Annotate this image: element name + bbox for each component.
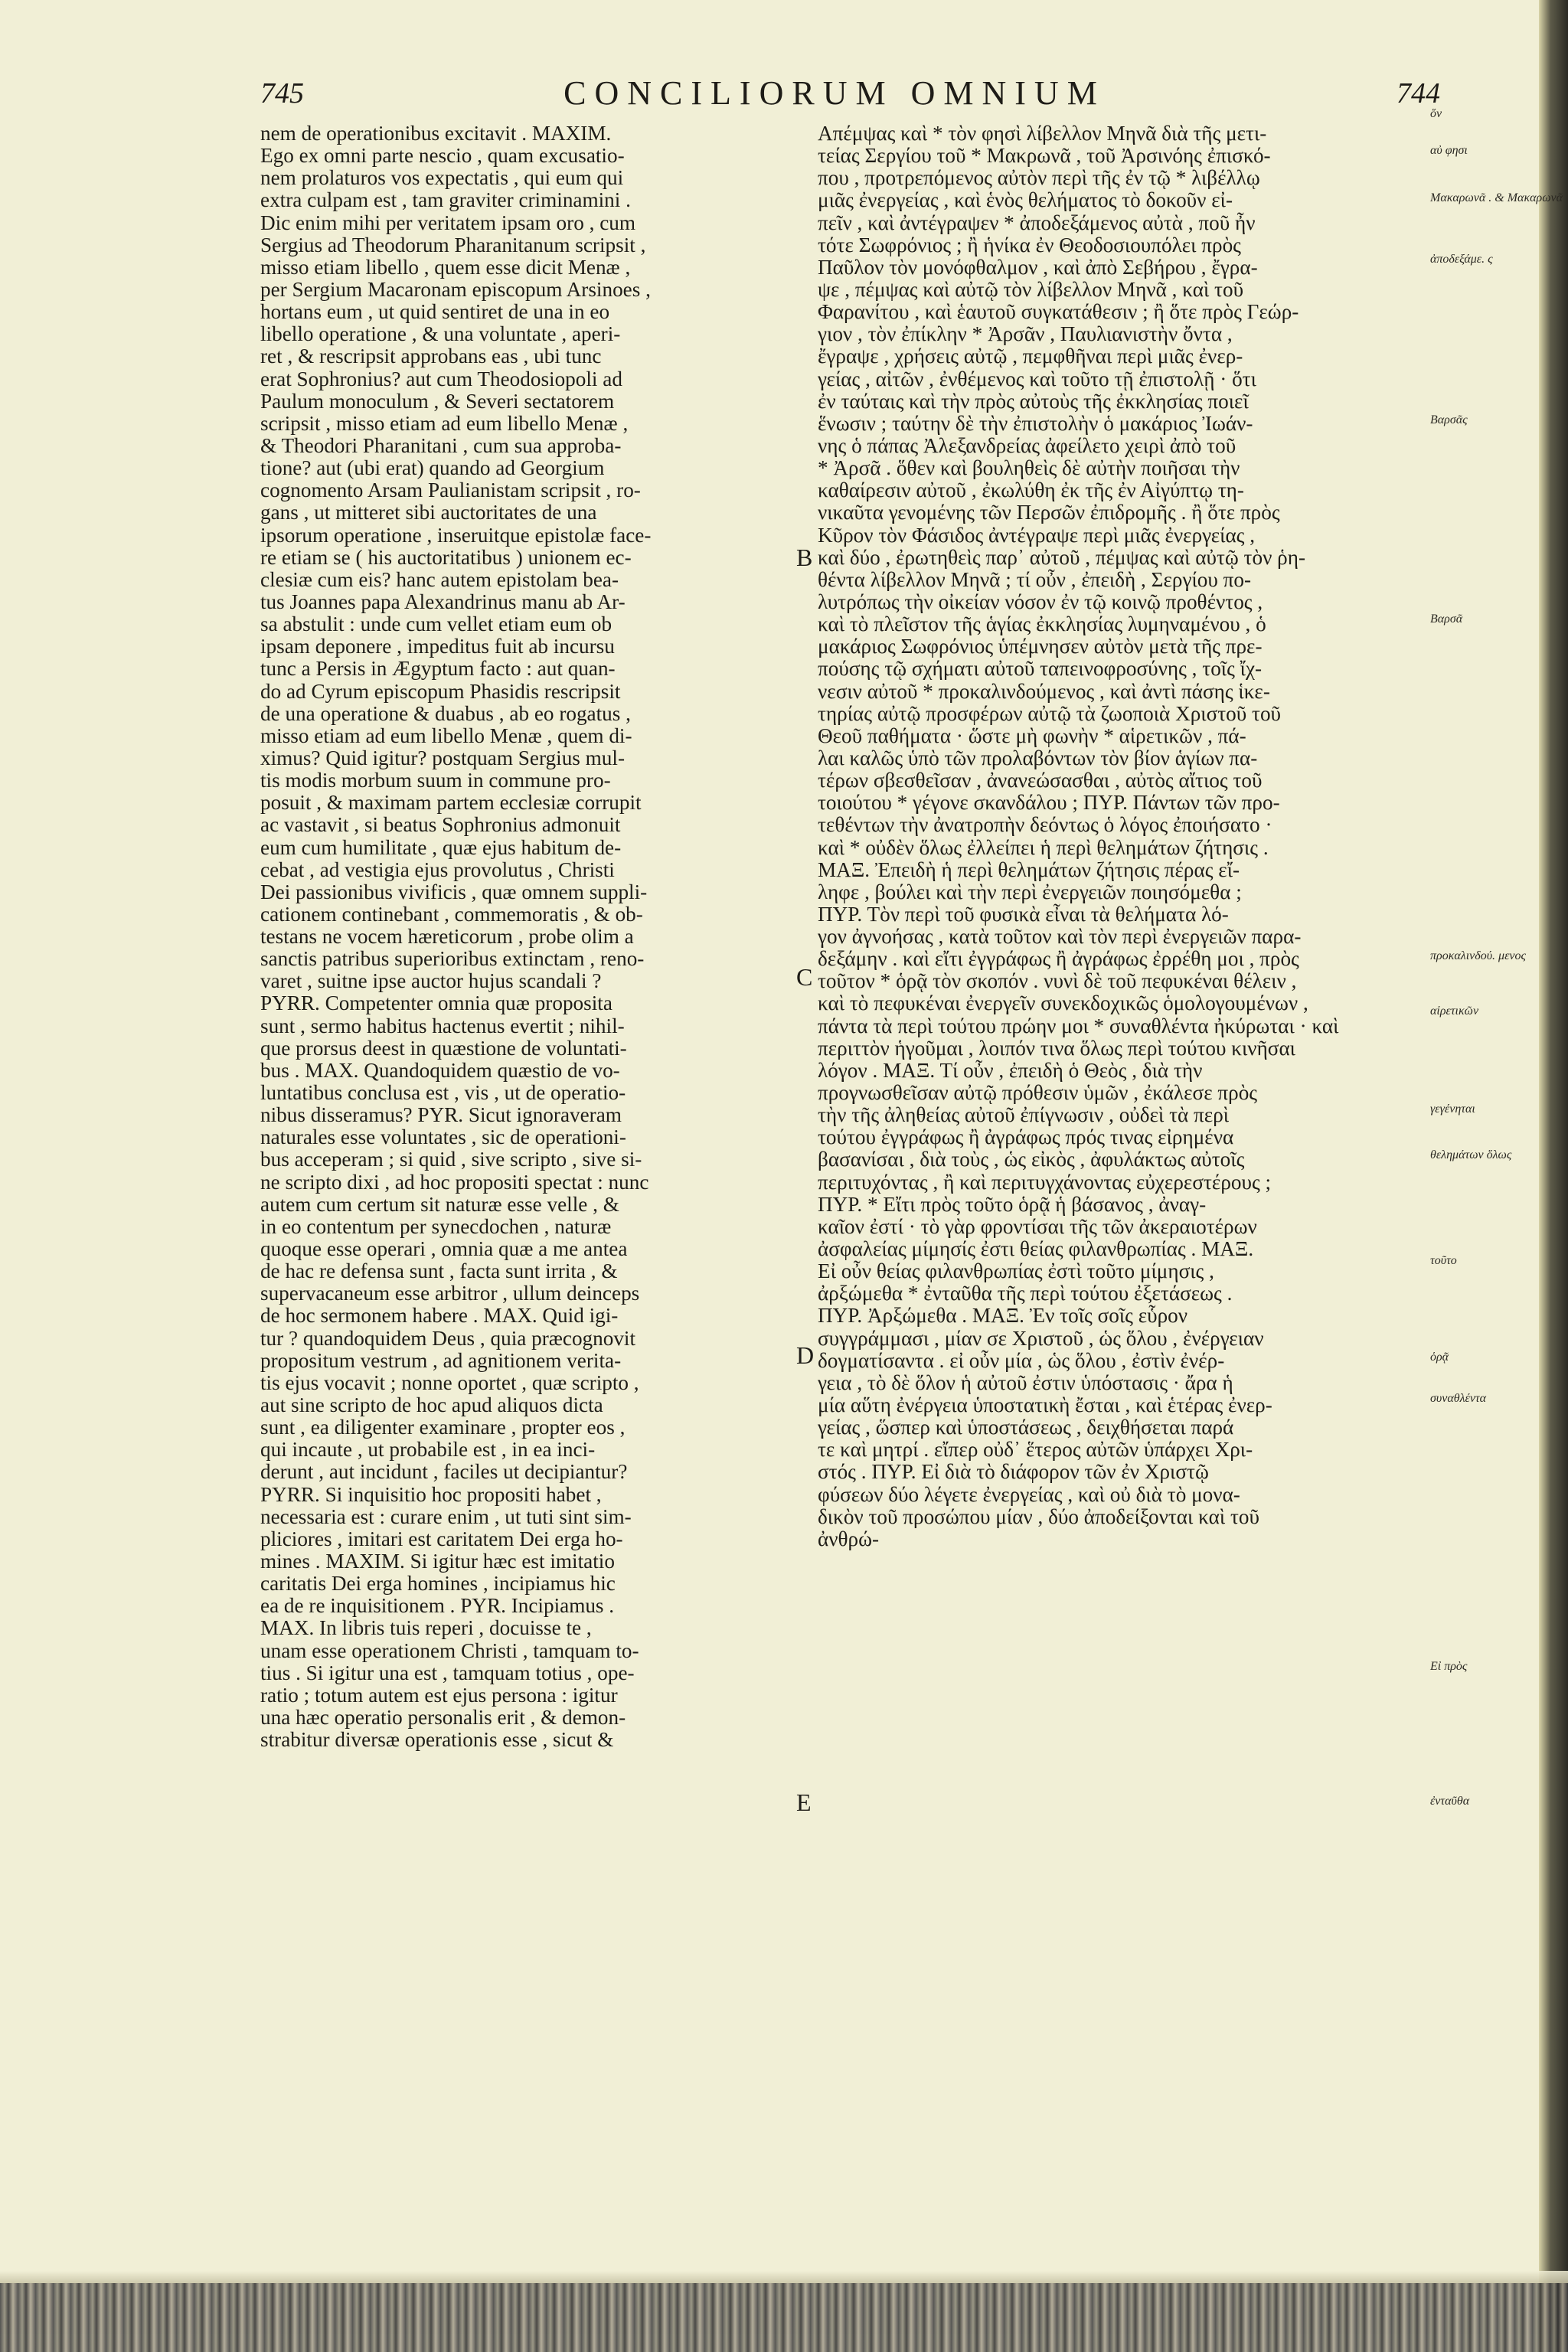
text-line: posuit , & maximam partem ecclesiæ corrupit [260, 791, 642, 815]
text-line: varet , suitne ipse auctor hujus scandali ? [260, 969, 602, 993]
text-line: nem prolaturos vos expectatis , qui eum qui [260, 166, 624, 190]
text-line: φύσεων δύο λέγετε ἐνεργείας , καὶ οὐ διὰ τὸ μονα- [818, 1482, 1240, 1506]
text-line: de una operatione & duabus , ab eo rogatus , [260, 701, 631, 725]
text-line: ΠΥΡ. Ἀρξώμεθα . ΜΑΞ. Ἐν τοῖς σοῖς εὗρον [818, 1304, 1188, 1328]
text-line: γείας , αἰτῶν , ἐνθέμενος καὶ τοῦτο τῇ ἐπιστολῇ · ὅτι [818, 367, 1256, 390]
margin-note: ὁρᾷ [1430, 1351, 1449, 1364]
text-line: λόγον . ΜΑΞ. Τί οὖν , ἐπειδὴ ὁ Θεὸς , διὰ τὴν [818, 1058, 1203, 1082]
text-line: ἀρξώμεθα * ἐνταῦθα τῆς περὶ τούτου ἐξετάσεως . [818, 1282, 1233, 1305]
text-line: λυτρόπως τὴν οἰκείαν νόσον ἐν τῷ κοινῷ προθέντος , [818, 590, 1263, 613]
margin-note: Μακαρωνᾶ . & Μακαρωνᾶ [1430, 191, 1563, 204]
text-line: πεῖν , καὶ ἀντέγραψεν * ἀποδεξάμενος αὐτὰ , ποῦ ἦν [818, 211, 1256, 234]
text-line: ψε , πέμψας καὶ αὐτῷ τὸν λίβελλον Μηνᾶ , καὶ τοῦ [818, 277, 1244, 301]
text-line: caritatis Dei erga homines , incipiamus hic [260, 1572, 616, 1596]
text-line: καὶ * οὐδὲν ὅλως ἐλλείπει ἡ περὶ θελημάτων ζήτησις . [818, 835, 1269, 859]
book-binding-edge [1539, 0, 1568, 2352]
text-line: συγγράμμασι , μίαν σε Χριστοῦ , ὡς ὅλου , ἐνέργειαν [818, 1326, 1264, 1350]
text-line: νης ὁ πάπας Ἀλεξανδρείας ἀφείλετο χειρὶ ἀπὸ τοῦ [818, 433, 1236, 457]
text-line: pliciores , imitari est caritatem Dei erga ho- [260, 1527, 623, 1550]
text-line: quoque esse operari , omnia quæ a me antea [260, 1237, 628, 1261]
column-marker-e: E [796, 1788, 812, 1816]
text-line: γον ἀγνοήσας , κατὰ τοῦτον καὶ τὸν περὶ ἐνεργειῶν παρα- [818, 925, 1302, 949]
text-line: βασανίσαι , διὰ τοὺς , ὡς εἰκὸς , ἀφυλάκτως αὐτοῖς [818, 1148, 1245, 1171]
text-line: strabitur diversæ operationis esse , sicut & [260, 1728, 614, 1752]
text-line: περιττὸν ἡγοῦμαι , λοιπόν τινα ὅλως περὶ τούτου κινῆσαι [818, 1036, 1295, 1060]
text-line: καὶ τὸ πλεῖστον τῆς ἁγίας ἐκκλησίας λυμηναμένου , ὁ [818, 612, 1266, 636]
text-line: nem de operationibus excitavit . MAXIM. [260, 122, 612, 145]
text-line: aut sine scripto de hoc apud aliquos dicta [260, 1393, 603, 1417]
text-line: τέρων σβεσθεῖσαν , ἀνανεώσασθαι , αὐτὸς αἴτιος τοῦ [818, 769, 1263, 792]
text-line: νεσιν αὐτοῦ * προκαλινδούμενος , καὶ ἀντὶ πάσης ἱκε- [818, 679, 1270, 703]
text-line: qui incaute , ut probabile est , in ea inci- [260, 1438, 596, 1462]
text-line: necessaria est : curare enim , ut tuti sint sim- [260, 1504, 632, 1528]
text-line: πάντα τὰ περὶ τούτου πρώην μοι * συναθλέντα ἠκύρωται · καὶ [818, 1014, 1339, 1037]
text-line: de hac re defensa sunt , facta sunt irrita , & [260, 1259, 618, 1283]
text-line: tione? aut (ubi erat) quando ad Georgium [260, 456, 605, 480]
text-line: cebat , ad vestigia ejus provolutus , Christi [260, 858, 615, 881]
text-line: Dic enim mihi per veritatem ipsam oro , cum [260, 211, 635, 234]
text-line: scripsit , misso etiam ad eum libello Menæ , [260, 411, 629, 435]
text-line: sunt , sermo habitus hactenus evertit ; nihil- [260, 1014, 625, 1037]
text-line: Paulum monoculum , & Severi sectatorem [260, 389, 615, 413]
text-line: τοῦτον * ὁρᾷ τὸν σκοπόν . νυνὶ δὲ τοῦ πεφυκέναι θέλειν , [818, 969, 1297, 993]
text-line: tunc a Persis in Ægyptum facto : aut quan- [260, 657, 616, 681]
text-line: sa abstulit : unde cum vellet etiam eum ob [260, 612, 612, 636]
text-line: eum cum humilitate , quæ ejus habitum de- [260, 835, 622, 859]
text-line: unam esse operationem Christi , tamquam to- [260, 1638, 639, 1662]
text-line: που , προτρεπόμενος αὐτὸν περὶ τῆς ἐν τῷ * λιβέλλῳ [818, 166, 1260, 190]
text-line: ximus? Quid igitur? postquam Sergius mul- [260, 746, 626, 769]
text-line: τείας Σεργίου τοῦ * Μακρωνᾶ , τοῦ Ἀρσινόης ἐπισκό- [818, 144, 1271, 168]
text-line: ratio ; totum autem est ejus persona : igitur [260, 1683, 618, 1707]
text-line: tis modis morbum suum in commune pro- [260, 769, 611, 792]
text-line: καὶ δύο , ἐρωτηθεὶς παρ᾽ αὐτοῦ , πέμψας καὶ αὐτῷ τὸν ῥη- [818, 545, 1306, 569]
text-line: Παῦλον τὸν μονόφθαλμον , καὶ ἀπὸ Σεβήρου , ἔγρα- [818, 255, 1258, 279]
greek-column [818, 122, 1430, 1550]
text-line: libello operatione , & una voluntate , aperi- [260, 322, 621, 346]
text-line: τε καὶ μητρί . εἴπερ οὐδ᾽ ἕτερος αὐτῶν ὑπάρχει Χρι- [818, 1438, 1253, 1462]
margin-note: αἱρετικῶν [1430, 1004, 1479, 1018]
text-line: νικαῦτα γενομένης τῶν Περσῶν ἐπιδρομῆς . ἢ ὅτε πρὸς [818, 501, 1280, 524]
text-line: testans ne vocem hæreticorum , probe olim a [260, 925, 634, 949]
text-line: Φαρανίτου , καὶ ἑαυτοῦ συγκατάθεσιν ; ἢ ὅτε πρὸς Γεώρ- [818, 300, 1299, 324]
margin-note: Βαρσᾶ [1430, 612, 1463, 626]
text-line: clesiæ cum eis? hanc autem epistolam bea- [260, 567, 619, 591]
text-line: θέντα λίβελλον Μηνᾶ ; τί οὖν , ἐπειδὴ , Σεργίου πο- [818, 567, 1251, 591]
text-line: bus acceperam ; si quid , sive scripto , sive si- [260, 1148, 642, 1171]
text-line: στός . ΠΥΡ. Εἰ διὰ τὸ διάφορον τῶν ἐν Χριστῷ [818, 1460, 1209, 1484]
margin-note: γεγένηται [1430, 1102, 1475, 1116]
text-line: ἀσφαλείας μίμησίς ἐστι θείας φιλανθρωπίας . ΜΑΞ. [818, 1237, 1254, 1261]
text-line: ἐν ταύταις καὶ τὴν πρὸς αὐτοὺς τῆς ἐκκλησίας ποιεῖ [818, 389, 1249, 413]
text-line: μιᾶς ἐνεργείας , καὶ ἑνὸς θελήματος τὸ δοκοῦν εἰ- [818, 188, 1233, 212]
text-line: Εἰ οὖν θείας φιλανθρωπίας ἐστὶ τοῦτο μίμησις , [818, 1259, 1214, 1283]
text-line: re etiam se ( his auctoritatibus ) unionem ec- [260, 545, 632, 569]
text-line: γείας , ὥσπερ καὶ ὑποστάσεως , δειχθήσεται παρά [818, 1416, 1234, 1439]
text-line: μακάριος Σωφρόνιος ὑπέμνησεν αὐτὸν μετὰ τῆς πρε- [818, 635, 1263, 658]
margin-note: προκαλινδού. μενος [1430, 949, 1526, 962]
text-line: hortans eum , ut quid sentiret de una in eo [260, 300, 610, 324]
margin-note: ὅν [1430, 107, 1442, 120]
page-number-left: 745 [260, 77, 304, 109]
text-line: supervacaneum esse arbitror , ullum deinceps [260, 1282, 640, 1305]
text-line: do ad Cyrum episcopum Phasidis rescripsit [260, 679, 621, 703]
text-line: cognomento Arsam Paulianistam scripsit , ro- [260, 479, 641, 502]
page-number-right: 744 [1396, 77, 1440, 109]
text-line: περιτυχόντας , ἢ καὶ περιτυγχάνοντας εὐχερεστέρους ; [818, 1170, 1272, 1194]
margin-note: ἀποδεξάμε. ς [1430, 253, 1493, 266]
text-line: de hoc sermonem habere . MAX. Quid igi- [260, 1304, 619, 1328]
margin-note: αὐ φησι [1430, 144, 1468, 157]
text-line: in eo contentum per synecdochen , naturæ [260, 1214, 612, 1238]
latin-column [260, 122, 789, 1751]
text-line: ipsorum operatione , inseruitque epistolæ face- [260, 523, 652, 547]
text-line: & Theodori Pharanitani , cum sua approba- [260, 433, 622, 457]
text-line: δογματίσαντα . εἰ οὖν μία , ὡς ὅλου , ἐστὶν ἐνέρ- [818, 1348, 1225, 1372]
text-line: δικὸν τοῦ προσώπου μίαν , δύο ἀποδείξονται καὶ τοῦ [818, 1504, 1259, 1528]
text-line: καθαίρεσιν αὐτοῦ , ἐκωλύθη ἐκ τῆς ἐν Αἰγύπτῳ τη- [818, 479, 1244, 502]
margin-note: ἐνταῦθα [1430, 1795, 1470, 1808]
text-line: ληφε , βούλει καὶ τὴν περὶ ἐνεργειῶν ποιησόμεθα ; [818, 880, 1242, 903]
column-marker-d: D [796, 1341, 815, 1369]
text-line: * Ἀρσᾶ . ὅθεν καὶ βουληθεὶς δὲ αὐτὴν ποιῆσαι τὴν [818, 456, 1240, 480]
text-line: ΠΥΡ. Τὸν περὶ τοῦ φυσικὰ εἶναι τὰ θελήματα λό- [818, 902, 1229, 926]
text-line: Sergius ad Theodorum Pharanitanum scripsit , [260, 233, 646, 256]
text-line: erat Sophronius? aut cum Theodosiopoli ad [260, 367, 622, 390]
text-line: tur ? quandoquidem Deus , quia præcognovit [260, 1326, 636, 1350]
column-marker-c: C [796, 963, 813, 991]
text-line: ret , & rescripsit approbans eas , ubi tunc [260, 345, 602, 368]
text-line: Ego ex omni parte nescio , quam excusatio- [260, 144, 625, 168]
text-line: ἔγραψε , χρήσεις αὐτῷ , πεμφθῆναι περὶ μιᾶς ἐνερ- [818, 345, 1243, 368]
text-line: sanctis patribus superioribus extinctam , reno- [260, 947, 645, 971]
text-line: τότε Σωφρόνιος ; ἢ ἡνίκα ἐν Θεοδοσιουπόλει πρὸς [818, 233, 1241, 256]
text-line: Απέμψας καὶ * τὸν φησὶ λίβελλον Μηνᾶ διὰ τῆς μετι- [818, 122, 1267, 145]
text-line: Dei passionibus vivificis , quæ omnem suppli- [260, 880, 648, 903]
text-line: nibus disseramus? PYR. Sicut ignoraveram [260, 1103, 622, 1127]
margin-note: θελημάτων ὅλως [1430, 1148, 1512, 1161]
text-line: τούτου ἐγγράφως ἢ ἀγράφως πρός τινας εἰρημένα [818, 1125, 1234, 1149]
page-bottom-edge [0, 2283, 1568, 2352]
text-line: naturales esse voluntates , sic de operationi- [260, 1125, 626, 1149]
text-line: ea de re inquisitionem . PYR. Incipiamus . [260, 1594, 615, 1618]
text-line: τηρίας αὐτῷ προσφέρων αὐτῷ τὰ ζωοποιὰ Χριστοῦ τοῦ [818, 701, 1282, 725]
text-line: μία αὕτη ἐνέργεια ὑποστατικὴ ἔσται , καὶ ἑτέρας ἐνερ- [818, 1393, 1272, 1417]
text-line: per Sergium Macaronam episcopum Arsinoes , [260, 277, 651, 301]
text-line: tis ejus vocavit ; nonne oportet , quæ scripto , [260, 1370, 639, 1394]
text-line: propositum vestrum , ad agnitionem verita- [260, 1348, 622, 1372]
text-line: τοιούτου * γέγονε σκανδάλου ; ΠΥΡ. Πάντων τῶν προ- [818, 791, 1280, 815]
text-line: γιον , τὸν ἐπίκλην * Ἀρσᾶν , Παυλιανιστὴν ὄντα , [818, 322, 1233, 346]
text-line: mines . MAXIM. Si igitur hæc est imitatio [260, 1550, 615, 1573]
text-line: bus . MAX. Quandoquidem quæstio de vo- [260, 1058, 620, 1082]
column-marker-b: B [796, 544, 813, 571]
text-line: ac vastavit , si beatus Sophronius admonuit [260, 813, 621, 837]
text-line: τεθέντων τὴν ἀνατροπὴν δεόντως ὁ λόγος ἐποιήσατο · [818, 813, 1272, 837]
margin-note: συναθλέντα [1430, 1392, 1487, 1405]
text-line: misso etiam ad eum libello Menæ , quem di- [260, 724, 632, 747]
running-header [260, 70, 1470, 124]
text-line: δεξάμην . καὶ εἴτι ἐγγράφως ἢ ἀγράφως ἐρρέθη μοι , πρὸς [818, 947, 1299, 971]
text-line: ἀνθρώ- [818, 1527, 880, 1550]
text-line: Θεοῦ παθήματα · ὥστε μὴ φωνὴν * αἱρετικῶν , πά- [818, 724, 1246, 747]
text-line: una hæc operatio personalis erit , & demon- [260, 1705, 626, 1729]
text-line: luntatibus conclusa est , vis , ut de operatio- [260, 1081, 626, 1105]
text-line: PYRR. Competenter omnia quæ proposita [260, 991, 612, 1015]
text-line: tius . Si igitur una est , tamquam totius , ope- [260, 1661, 635, 1684]
text-line: ΠΥΡ. * Εἴτι πρὸς τοῦτο ὁρᾷ ἡ βάσανος , ἀναγ- [818, 1192, 1207, 1216]
text-line: ἕνωσιν ; ταύτην δὲ τὴν ἐπιστολὴν ὁ μακάριος Ἰωάν- [818, 411, 1253, 435]
text-line: Κῦρον τὸν Φάσιδος ἀντέγραψε περὶ μιᾶς ἐνεργείας , [818, 523, 1256, 547]
text-line: πούσης τῷ σχήματι αὐτοῦ ταπεινοφροσύνης , τοῖς ἴχ- [818, 657, 1263, 681]
text-line: καῖον ἐστί · τὸ γὰρ φροντίσαι τῆς τῶν ἀκεραιοτέρων [818, 1214, 1257, 1238]
text-line: MAX. In libris tuis reperi , docuisse te , [260, 1616, 592, 1640]
text-line: tus Joannes papa Alexandrinus manu ab Ar- [260, 590, 626, 613]
running-title: CONCILIORUM OMNIUM [564, 74, 1106, 112]
text-line: autem cum certum sit naturæ esse velle , & [260, 1192, 619, 1216]
margin-note: Εἰ πρὸς [1430, 1660, 1468, 1673]
margin-note: τοῦτο [1430, 1254, 1457, 1267]
text-line: τὴν τῆς ἀληθείας αὐτοῦ ἐπίγνωσιν , οὐδεὶ τὰ περὶ [818, 1103, 1230, 1127]
text-line: sunt , ea diligenter examinare , propter eos , [260, 1416, 626, 1439]
text-line: γεια , τὸ δὲ ὅλον ἡ αὐτοῦ ἐστιν ὑπόστασις · ἄρα ἡ [818, 1370, 1233, 1394]
text-line: προγνωσθεῖσαν αὐτῷ πρόθεσιν ὑμῶν , ἐκάλεσε πρὸς [818, 1081, 1258, 1105]
text-line: gans , ut mitteret sibi auctoritates de una [260, 501, 597, 524]
margin-note: Βαρσᾶς [1430, 413, 1468, 426]
text-line: cationem continebant , commemoratis , & ob- [260, 902, 643, 926]
text-line: καὶ τὸ πεφυκέναι ἐνεργεῖν συνεκδοχικῶς ὁμολογουμένων , [818, 991, 1308, 1015]
text-line: derunt , aut incidunt , faciles ut decipiantur? [260, 1460, 628, 1484]
text-line: misso etiam libello , quem esse dicit Menæ , [260, 255, 631, 279]
text-line: PYRR. Si inquisitio hoc propositi habet , [260, 1482, 602, 1506]
text-line: extra culpam est , tam graviter criminamini . [260, 188, 631, 212]
text-line: ΜΑΞ. Ἐπειδὴ ἡ περὶ θελημάτων ζήτησις πέρας εἴ- [818, 858, 1240, 881]
text-line: λαι καλῶς ὑπὸ τῶν προλαβόντων τὸν βίον ἁγίων πα- [818, 746, 1258, 769]
text-line: ne scripto dixi , ad hoc propositi spectat : nunc [260, 1170, 649, 1194]
text-line: ipsam deponere , impeditus fuit ab incursu [260, 635, 615, 658]
text-line: que prorsus deest in quæstione de voluntati- [260, 1036, 627, 1060]
